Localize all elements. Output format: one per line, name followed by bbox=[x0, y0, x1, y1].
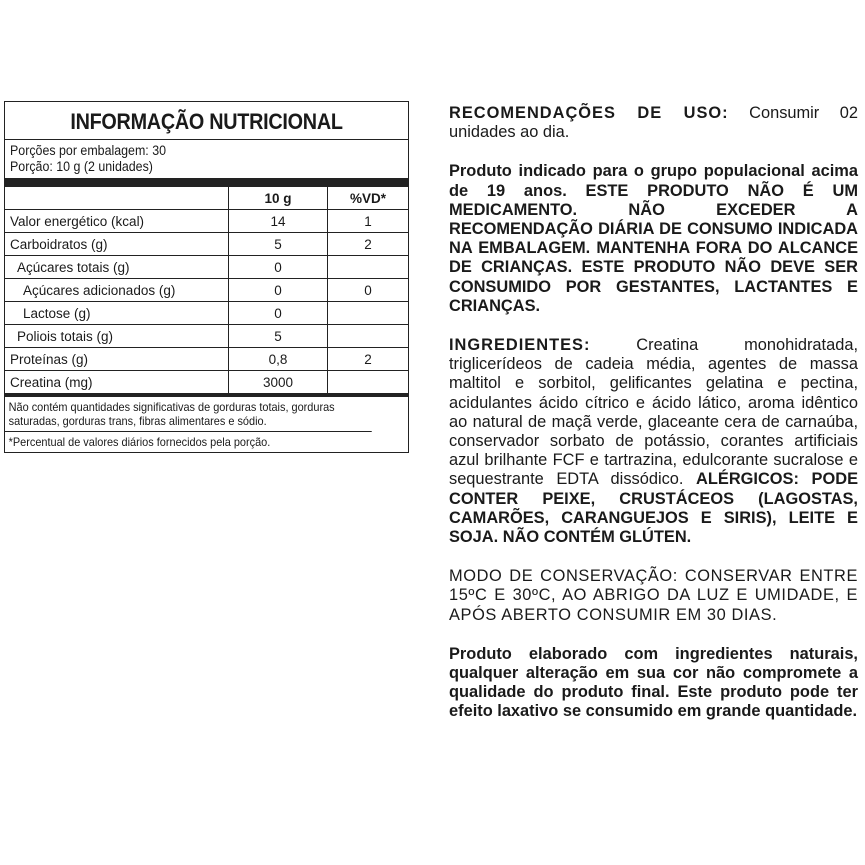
row-label: Carboidratos (g) bbox=[5, 233, 229, 256]
label-text-column bbox=[449, 104, 858, 742]
nutrition-title: INFORMAÇÃO NUTRICIONAL bbox=[70, 109, 343, 134]
warning-text bbox=[449, 162, 858, 316]
header-empty bbox=[5, 187, 229, 210]
table-row bbox=[5, 210, 408, 233]
row-vd bbox=[328, 325, 409, 348]
nutrition-facts-table bbox=[4, 101, 409, 453]
nutrition-footnote: *Percentual de valores diários fornecidos pela porção. bbox=[5, 431, 372, 452]
table-row bbox=[5, 279, 408, 302]
nutrient-table bbox=[5, 186, 408, 397]
row-label: Açúcares adicionados (g) bbox=[5, 279, 229, 302]
row-vd bbox=[328, 302, 409, 325]
portions-per-package: Porções por embalagem: 30 bbox=[10, 143, 167, 158]
table-row bbox=[5, 348, 408, 371]
table-row bbox=[5, 302, 408, 325]
nutrition-note-line-1: Não contém quantidades significativas de gorduras totais, gorduras bbox=[8, 400, 335, 414]
row-value: 3000 bbox=[229, 371, 328, 396]
table-row bbox=[5, 371, 408, 396]
row-value: 14 bbox=[229, 210, 328, 233]
table-row bbox=[5, 256, 408, 279]
row-label: Açúcares totais (g) bbox=[5, 256, 229, 279]
usage-text: Consumir 02 unidades ao dia. bbox=[449, 104, 858, 142]
row-value: 0,8 bbox=[229, 348, 328, 371]
header-vd: %VD* bbox=[328, 187, 409, 210]
nutrition-note-line-2: saturadas, gorduras trans, fibras alimentares e sódio. bbox=[8, 414, 267, 428]
ingredients-text: Creatina monohidratada, triglicerídeos de cadeia média, agentes de massa maltitol e sorbitol, gelificantes gelatina e pectina, acidulantes ácido cítrico e ácido lático, aroma idêntico ao natural de maçã verde, glaceante cera de carnaúba, conservador sorbato de potássio, corantes artificiais azul brilhante FCF e tartrazina, edulcorante sucralose e sequestrante EDTA dissódico. bbox=[449, 336, 858, 489]
table-row bbox=[5, 233, 408, 256]
row-vd bbox=[328, 371, 409, 396]
portion-size: Porção: 10 g (2 unidades) bbox=[10, 159, 153, 174]
row-label: Creatina (mg) bbox=[5, 371, 229, 396]
portion-info bbox=[5, 139, 408, 178]
row-vd: 1 bbox=[328, 210, 409, 233]
row-label: Poliois totais (g) bbox=[5, 325, 229, 348]
row-vd: 2 bbox=[328, 348, 409, 371]
table-header-row bbox=[5, 187, 408, 210]
row-value: 0 bbox=[229, 302, 328, 325]
row-value: 0 bbox=[229, 279, 328, 302]
usage-recommendation bbox=[449, 104, 858, 142]
usage-label: RECOMENDAÇÕES DE USO: bbox=[449, 104, 729, 122]
row-value: 0 bbox=[229, 256, 328, 279]
final-note bbox=[449, 645, 858, 722]
final-note-bold: Produto elaborado com ingredientes naturais, qualquer alteração em sua cor não compromete a qualidade do produto final. Este produto pode ter efeito laxativo se consumido em grande quantidade. bbox=[449, 644, 858, 721]
row-label: Valor energético (kcal) bbox=[5, 210, 229, 233]
row-vd: 0 bbox=[328, 279, 409, 302]
row-label: Lactose (g) bbox=[5, 302, 229, 325]
table-row bbox=[5, 325, 408, 348]
thick-divider bbox=[5, 178, 408, 186]
conservation-text: MODO DE CONSERVAÇÃO: CONSERVAR ENTRE 15ºC E 30ºC, AO ABRIGO DA LUZ E UMIDADE, E APÓS ABERTO CONSUMIR EM 30 DIAS. bbox=[449, 567, 858, 624]
row-vd bbox=[328, 256, 409, 279]
header-portion: 10 g bbox=[229, 187, 328, 210]
allergens-text: ALÉRGICOS: PODE CONTER PEIXE, CRUSTÁCEOS (LAGOSTAS, CAMARÕES, CARANGUEJOS E SIRIS), LEITE E SOJA. NÃO CONTÉM GLÚTEN. bbox=[449, 470, 858, 547]
row-label: Proteínas (g) bbox=[5, 348, 229, 371]
row-value: 5 bbox=[229, 325, 328, 348]
nutrition-note bbox=[5, 397, 372, 431]
ingredients-label: INGREDIENTES: bbox=[449, 336, 591, 355]
ingredients bbox=[449, 336, 858, 547]
row-value: 5 bbox=[229, 233, 328, 256]
row-vd: 2 bbox=[328, 233, 409, 256]
warning-bold: Produto indicado para o grupo populacional acima de 19 anos. ESTE PRODUTO NÃO É UM MEDICAMENTO. NÃO EXCEDER A RECOMENDAÇÃO DIÁRIA DE CONSUMO INDICADA NA EMBALAGEM. MANTENHA FORA DO ALCANCE DE CRIANÇAS. ESTE PRODUTO NÃO DEVE SER CONSUMIDO POR GESTANTES, LACTANTES E CRIANÇAS. bbox=[449, 162, 858, 315]
